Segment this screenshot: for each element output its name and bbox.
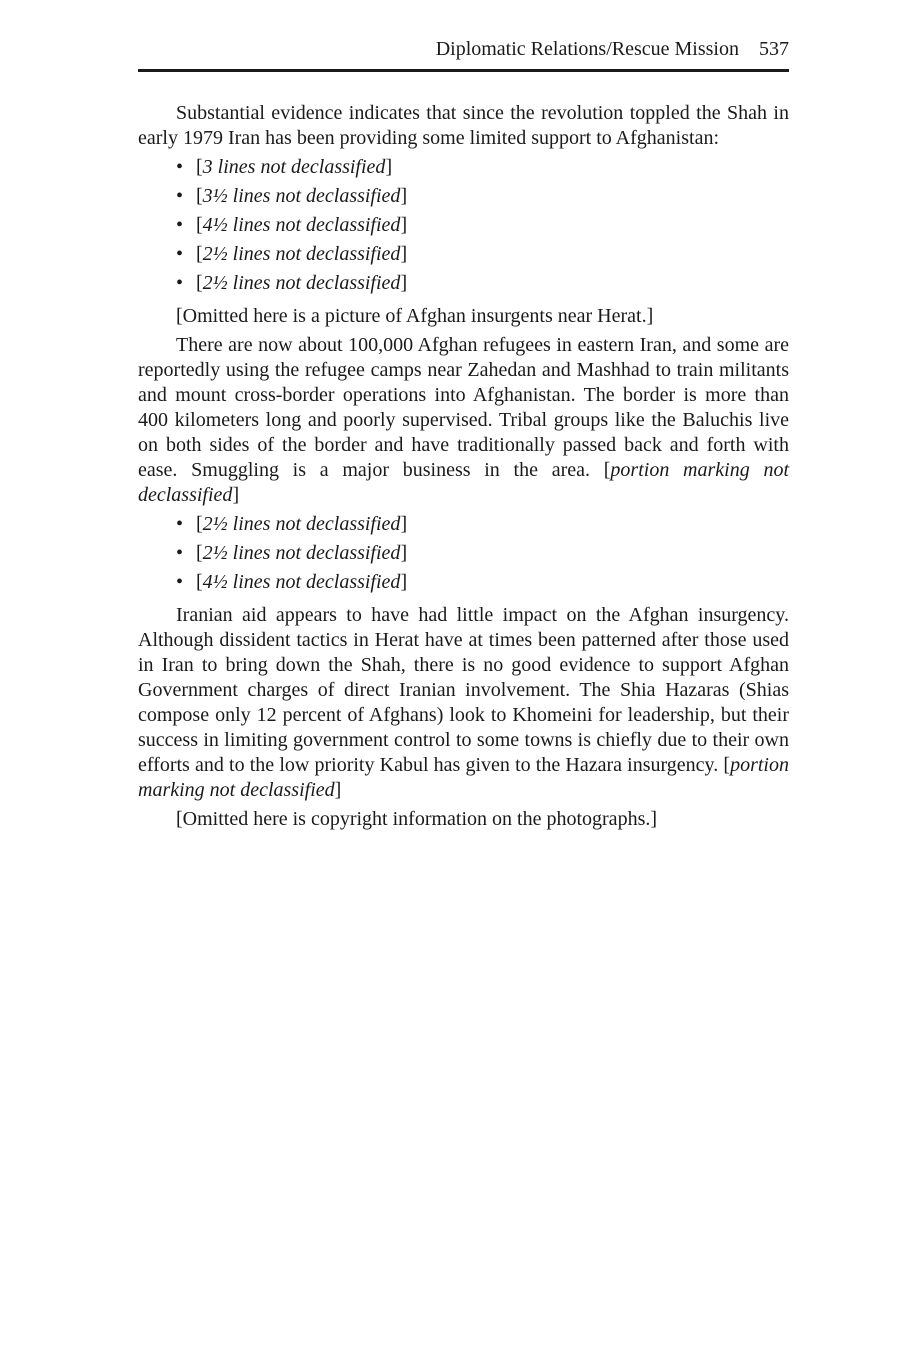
portion-marking: portion marking not declassified — [138, 459, 790, 506]
redaction-note: 2½ lines not declassified — [202, 272, 401, 294]
paragraph-iranian-aid-text: Iranian aid appears to have had little impact on the Afghan insurgency. Although dissident tactics in Herat have at times been patterned after those used in Iran to bring down the Shah, there is no good evidence to support Afghan Government charges of direct Iranian involvement. The Shia Hazaras (Shias compose only 12 percent of Afghans) look to Khomeini for leadership, but their success in limiting government control to some towns is chiefly due to their own efforts and to the low priority Kabul has given to the Hazara insurgency. — [138, 604, 789, 776]
list-item: • [2½ lines not declassified] — [176, 272, 408, 294]
paragraph-iranian-aid: Iranian aid appears to have had little impact on the Afghan insurgency. Although dissident tactics in Herat have at times been patterned after those used in Iran to bring down the Shah, there is no good evidence to support Afghan Government charges of direct Iranian involvement. The Shia Hazaras (Shias compose only 12 percent of Afghans) look to Khomeini for leadership, but their success in limiting government control to some towns is chiefly due to their own efforts and to the low priority Kabul has given to the Hazara insurgency. [portion marking not declassified] — [138, 604, 789, 801]
list-item: • [2½ lines not declassified] — [176, 243, 408, 265]
redaction-note: 2½ lines not declassified — [202, 542, 401, 564]
body-text — [138, 101, 789, 832]
redaction-note: 2½ lines not declassified — [202, 513, 401, 535]
page-number: 537 — [759, 38, 789, 60]
paragraph-intro: Substantial evidence indicates that since the revolution toppled the Shah in early 1979 Iran has been providing some limited support to Afghanistan: — [138, 102, 789, 149]
redaction-note: 3 lines not declassified — [202, 156, 386, 178]
list-item: • [4½ lines not declassified] — [176, 571, 408, 593]
redaction-note: 4½ lines not declassified — [202, 214, 401, 236]
portion-marking: portion marking not declassified — [138, 754, 789, 801]
list-item: • [3½ lines not declassified] — [176, 185, 408, 207]
paragraph-refugees: There are now about 100,000 Afghan refugees in eastern Iran, and some are reportedly using the refugee camps near Zahedan and Mashhad to train militants and mount cross-border operations into Afghanistan. The border is more than 400 kilometers long and poorly supervised. Tribal groups like the Baluchis live on both sides of the border and have traditionally passed back and forth with ease. Smuggling is a major business in the area. [portion marking not declassified] — [138, 334, 790, 506]
list-item: • [2½ lines not declassified] — [176, 513, 408, 535]
redaction-note: 2½ lines not declassified — [202, 243, 401, 265]
redaction-note: 4½ lines not declassified — [202, 571, 401, 593]
editorial-note-picture: [Omitted here is a picture of Afghan insurgents near Herat.] — [176, 305, 654, 327]
list-item: • [2½ lines not declassified] — [176, 542, 408, 564]
editorial-note-copyright: [Omitted here is copyright information on the photographs.] — [176, 808, 658, 830]
redaction-note: 3½ lines not declassified — [202, 185, 401, 207]
paragraph-refugees-text: There are now about 100,000 Afghan refugees in eastern Iran, and some are reportedly using the refugee camps near Zahedan and Mashhad to train militants and mount cross-border operations into Afghanistan. The border is more than 400 kilometers long and poorly supervised. Tribal groups like the Baluchis live on both sides of the border and have traditionally passed back and forth with ease. Smuggling is a major business in the area. — [138, 334, 789, 481]
list-item: • [4½ lines not declassified] — [176, 214, 408, 236]
bullet-list-2 — [138, 512, 789, 599]
document-page — [138, 36, 789, 836]
running-head — [138, 36, 789, 72]
list-item: • [3 lines not declassified] — [176, 156, 393, 178]
running-head-title: Diplomatic Relations/Rescue Mission — [435, 38, 739, 60]
bullet-list-1 — [138, 155, 789, 300]
